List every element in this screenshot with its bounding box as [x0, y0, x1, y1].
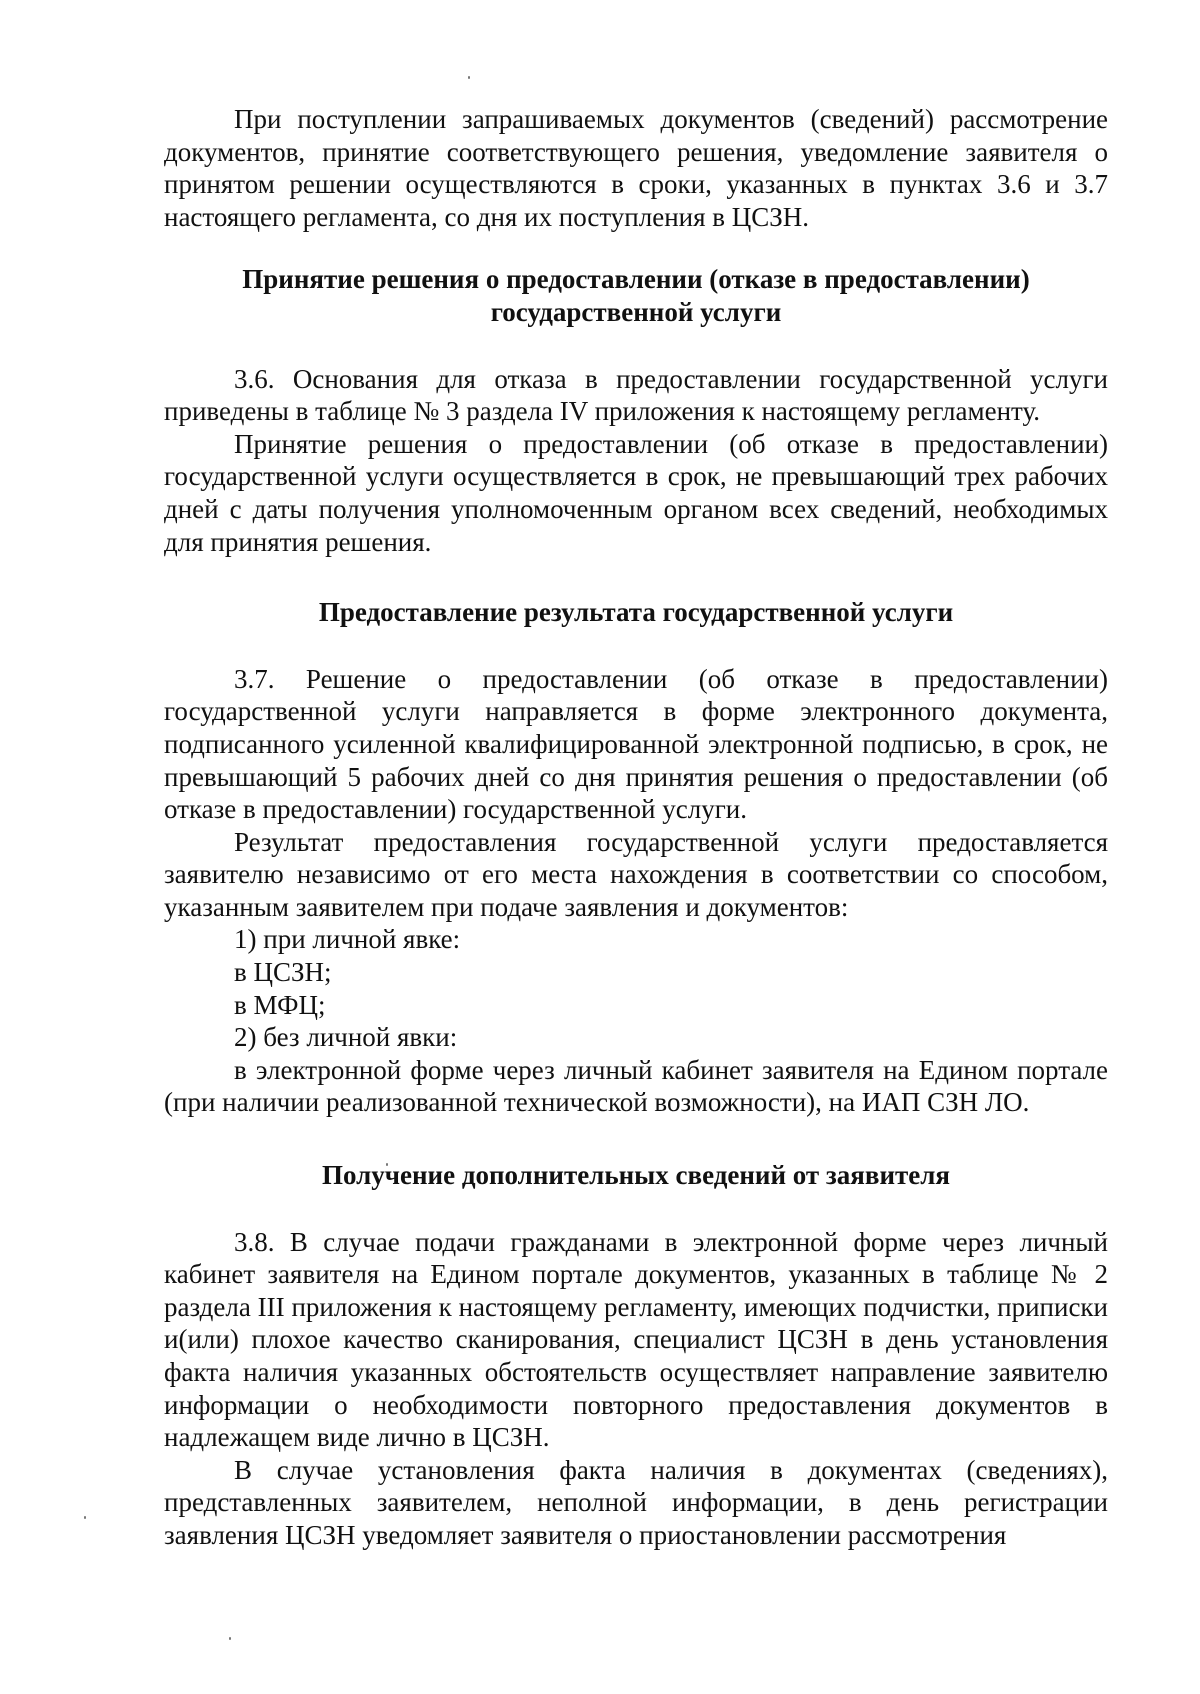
scan-speck — [468, 76, 470, 79]
heading-additional: Получение дополнительных сведений от заявителя — [321, 1160, 951, 1191]
scan-speck — [84, 1516, 86, 1519]
list-item: 1) при личной явке: — [234, 924, 461, 955]
heading-decision — [164, 263, 1108, 328]
paragraph-intro: При поступлении запрашиваемых документов (сведений) рассмотрение документов, принятие соответствующего решения, уведомление заявителя о принятом решении осуществляются в сроки, указанных в пунктах 3.6 и 3.7 настоящего регламента, со дня их поступления в ЦСЗН. — [164, 104, 1108, 232]
heading-decision-line1: Принятие решения о предоставлении (отказе в предоставлении) — [242, 264, 1030, 295]
scan-speck — [229, 1637, 231, 1640]
list-item: в МФЦ; — [234, 989, 326, 1020]
list-item: 2) без личной явки: — [234, 1022, 458, 1053]
paragraph-3-6: 3.6. Основания для отказа в предоставлении государственной услуги приведены в таблице № 3 раздела IV приложения к настоящему регламенту. — [164, 363, 1108, 427]
heading-decision-line2: государственной услуги — [490, 296, 782, 327]
paragraph-result: Результат предоставления государственной услуги предоставляется заявителю независимо от его места нахождения в соответствии со способом, указанным заявителем при подаче заявления и документов: — [164, 826, 1108, 922]
paragraph-3-8: 3.8. В случае подачи гражданами в электронной форме через личный кабинет заявителя на Едином портале документов, указанных в таблице № 2 раздела III приложения к настоящему регламенту, имеющих подчистки, приписки и(или) плохое качество сканирования, специалист ЦСЗН в день установления факта наличия указанных обстоятельств осуществляет направление заявителю информации о необходимости повторного предоставления документов в надлежащем виде лично в ЦСЗН. — [164, 1226, 1108, 1453]
paragraph-3-7: 3.7. Решение о предоставлении (об отказе в предоставлении) государственной услуги направляется в форме электронного документа, подписанного усиленной квалифицированной электронной подписью, в срок, не превышающий 5 рабочих дней со дня принятия решения о предоставлении (об отказе в предоставлении) государственной услуги. — [164, 663, 1108, 825]
heading-result: Предоставление результата государственной услуги — [318, 597, 954, 628]
paragraph-incomplete: В случае установления факта наличия в документах (сведениях), представленных заявителем, неполной информации, в день регистрации заявления ЦСЗН уведомляет заявителя о приостановлении рассмотрения — [164, 1454, 1108, 1550]
paragraph-electronic: в электронной форме через личный кабинет заявителя на Едином портале (при наличии реализованной технической возможности), на ИАП СЗН ЛО. — [164, 1054, 1108, 1118]
paragraph-decision-term: Принятие решения о предоставлении (об отказе в предоставлении) государственной услуги осуществляется в срок, не превышающий трех рабочих дней с даты получения уполномоченным органом всех сведений, необходимых для принятия решения. — [164, 428, 1108, 557]
document-body — [164, 103, 1108, 1552]
list-item: в ЦСЗН; — [234, 957, 332, 988]
